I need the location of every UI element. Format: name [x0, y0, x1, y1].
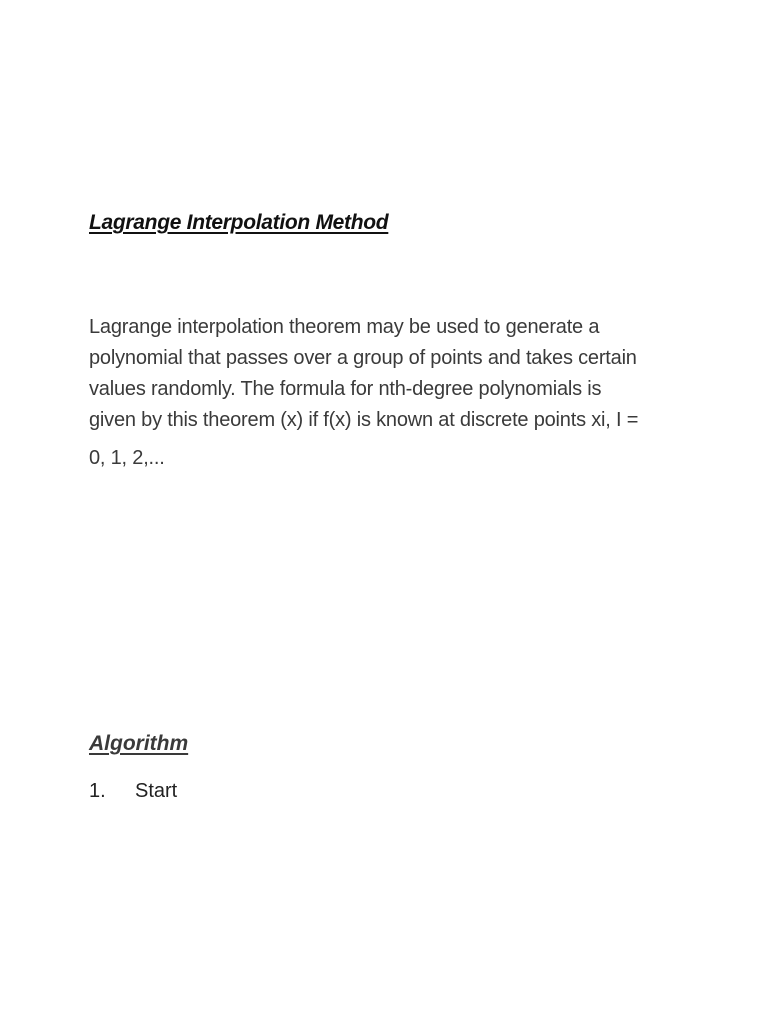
intro-line: 0, 1, 2,... [89, 447, 165, 469]
intro-line: polynomial that passes over a group of points and takes certain [89, 347, 637, 369]
intro-line: Lagrange interpolation theorem may be used to generate a [89, 316, 600, 338]
intro-line: values randomly. The formula for nth-degree polynomials is [89, 378, 602, 400]
intro-paragraph [89, 312, 689, 474]
step-text: Start [135, 780, 178, 802]
algorithm-heading: Algorithm [89, 732, 189, 755]
algorithm-steps [89, 777, 177, 805]
step-number: 1. [89, 780, 106, 802]
algorithm-step [89, 777, 177, 805]
document-title: Lagrange Interpolation Method [89, 211, 389, 234]
intro-line: given by this theorem (x) if f(x) is known at discrete points xi, I = [89, 409, 639, 431]
